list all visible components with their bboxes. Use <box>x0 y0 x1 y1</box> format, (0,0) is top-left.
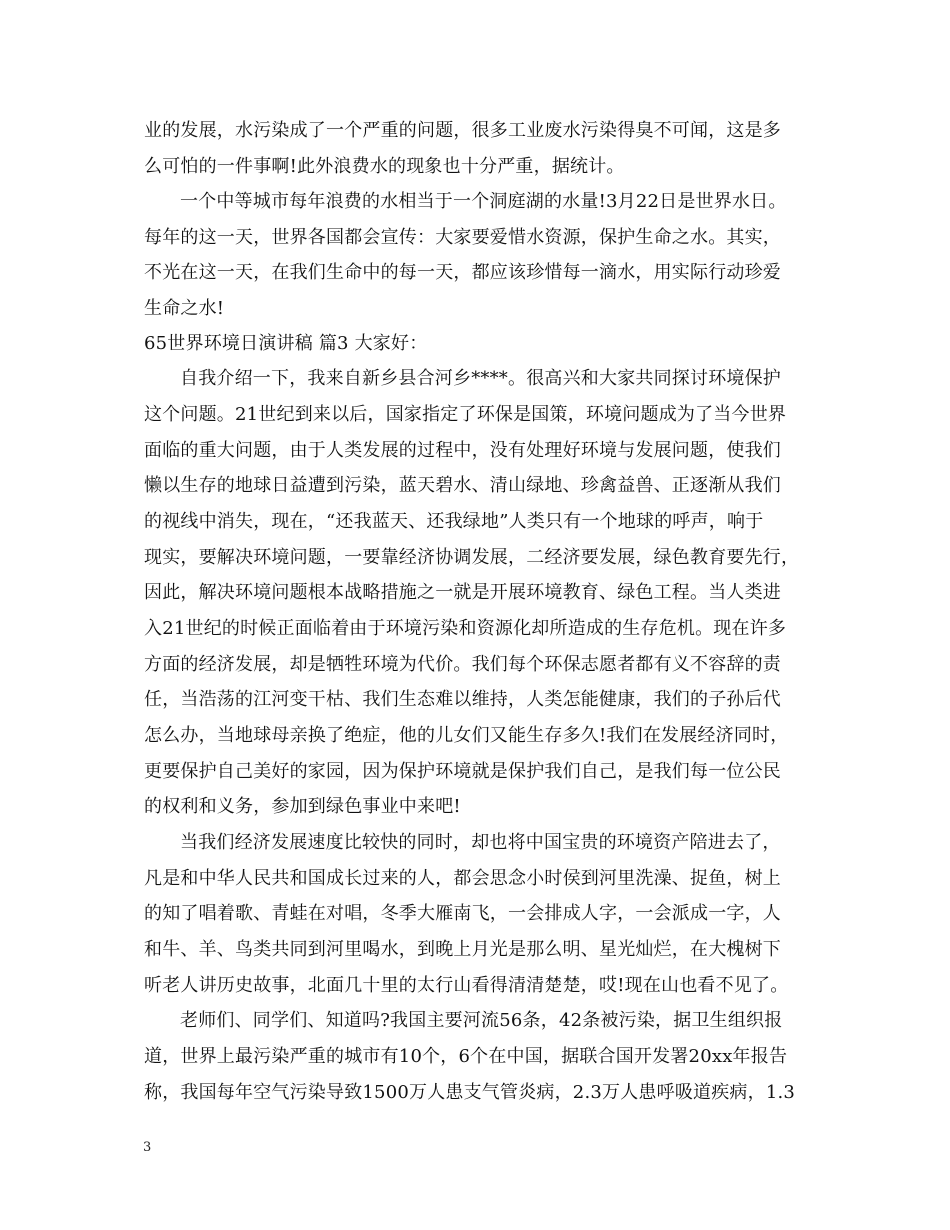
text-line: 生命之水! <box>144 298 225 319</box>
text-line: 一个中等城市每年浪费的水相当于一个洞庭湖的水量!3月22日是世界水日。 <box>180 191 787 212</box>
text-line: 和牛、羊、鸟类共同到河里喝水，到晚上月光是那么明、星光灿烂，在大槐树下 <box>144 939 781 960</box>
text-line: 任，当浩荡的江河变干枯、我们生态难以维持，人类怎能健康，我们的子孙后代 <box>144 689 781 710</box>
text-line: 懒以生存的地球日益遭到污染，蓝天碧水、清山绿地、珍禽益兽、正逐渐从我们 <box>144 475 781 496</box>
text-line: 自我介绍一下，我来自新乡县合河乡****。很高兴和大家共同探讨环境保护 <box>180 368 781 389</box>
text-line: 面临的重大问题，由于人类发展的过程中，没有处理好环境与发展问题，使我们 <box>144 440 781 461</box>
text-line: 老师们、同学们、知道吗?我国主要河流56条，42条被污染，据卫生组织报 <box>180 1010 783 1031</box>
page-number: 3 <box>143 1140 152 1155</box>
text-line: 不光在这一天，在我们生命中的每一天，都应该珍惜每一滴水，用实际行动珍爱 <box>144 262 781 283</box>
text-line: 么可怕的一件事啊!此外浪费水的现象也十分严重，据统计。 <box>144 156 625 177</box>
text-line: 的权利和义务，参加到绿色事业中来吧! <box>144 796 461 817</box>
text-line: 当我们经济发展速度比较快的同时，却也将中国宝贵的环境资产陪进去了， <box>180 832 781 853</box>
text-line: 入21世纪的时候正面临着由于环境污染和资源化却所造成的生存危机。现在许多 <box>144 618 787 639</box>
text-line: 现实，要解决环境问题，一要靠经济协调发展，二经济要发展，绿色教育要先行， <box>144 547 800 568</box>
text-line: 的视线中消失，现在，“还我蓝天、还我绿地”人类只有一个地球的呼声，响于 <box>144 511 764 532</box>
text-line: 道，世界上最污染严重的城市有10个，6个在中国，据联合国开发署20xx年报告 <box>144 1046 788 1067</box>
text-line: 这个问题。21世纪到来以后，国家指定了环保是国策，环境问题成为了当今世界 <box>144 404 787 425</box>
text-line: 业的发展，水污染成了一个严重的问题，很多工业废水污染得臭不可闻，这是多 <box>144 120 781 141</box>
text-line: 更要保护自己美好的家园，因为保护环境就是保护我们自己，是我们每一位公民 <box>144 761 781 782</box>
text-line: 因此，解决环境问题根本战略措施之一就是开展环境教育、绿色工程。当人类进 <box>144 582 781 603</box>
text-line: 听老人讲历史故事，北面几十里的太行山看得清清楚楚，哎!现在山也看不见了。 <box>144 975 789 996</box>
text-line: 怎么办，当地球母亲换了绝症，他的儿女们又能生存多久!我们在发展经济同时， <box>144 725 789 746</box>
text-line: 的知了唱着歌、青蛙在对唱，冬季大雁南飞，一会排成人字，一会派成一字，人 <box>144 903 781 924</box>
text-line: 方面的经济发展，却是牺牲环境为代价。我们每个环保志愿者都有义不容辞的责 <box>144 654 781 675</box>
text-line: 凡是和中华人民共和国成长过来的人，都会思念小时侯到河里洗澡、捉鱼，树上 <box>144 868 781 889</box>
text-line: 称，我国每年空气污染导致1500万人患支气管炎病，2.3万人患呼吸道疾病，1.3 <box>144 1082 796 1103</box>
text-line: 每年的这一天，世界各国都会宣传：大家要爱惜水资源，保护生命之水。其实， <box>144 227 781 248</box>
section-heading: 65世界环境日演讲稿 篇3 大家好： <box>144 333 428 354</box>
